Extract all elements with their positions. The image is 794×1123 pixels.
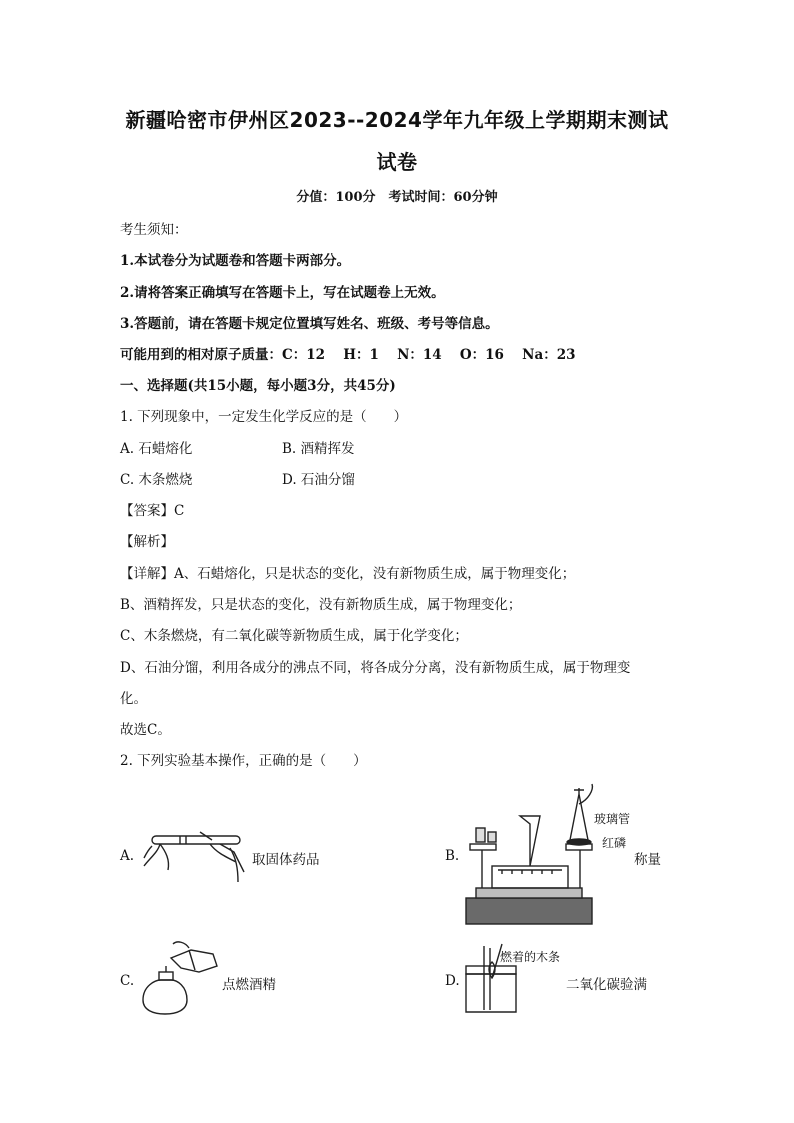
q1-detail-2: B、酒精挥发，只是状态的变化，没有新物质生成，属于物理变化； <box>120 597 522 613</box>
q2-option-b-label-tube: 玻璃管 <box>594 812 631 826</box>
q1-detail-1: 【详解】A、石蜡熔化，只是状态的变化，没有新物质生成，属于物理变化； <box>120 566 576 582</box>
notice-heading: 考生须知： <box>120 222 188 238</box>
notice-item-1: 1.本试卷分为试题卷和答题卡两部分。 <box>120 253 351 269</box>
notice-item-3: 3.答题前，请在答题卡规定位置填写姓名、班级、考号等信息。 <box>120 316 499 332</box>
q2-stem: 2. 下列实验基本操作，正确的是（ ） <box>120 753 367 769</box>
score-time-info: 分值：100分 考试时间：60分钟 <box>296 190 498 205</box>
notice-item-2: 2.请将答案正确填写在答题卡上，写在试题卷上无效。 <box>120 285 445 301</box>
q1-detail-4: D、石油分馏，利用各成分的沸点不同，将各成分分离，没有新物质生成，属于物理变 <box>120 660 631 676</box>
q2-option-d-letter: D. <box>445 973 460 989</box>
q2-option-b-letter: B. <box>445 848 460 864</box>
q1-detail-5: 化。 <box>120 691 147 707</box>
q2-option-b-caption: 称量 <box>634 852 661 868</box>
q2-option-a-letter: A. <box>120 848 135 864</box>
section-heading: 一、选择题(共15小题，每小题3分，共45分) <box>120 378 396 394</box>
q1-conclusion: 故选C。 <box>120 722 171 738</box>
q1-option-d: D. 石油分馏 <box>282 472 355 488</box>
q2-option-c-letter: C. <box>120 973 135 989</box>
q2-option-d-caption: 二氧化碳验满 <box>566 977 647 993</box>
q2-option-c-caption: 点燃酒精 <box>222 977 276 993</box>
q2-option-b-label-phosphorus: 红磷 <box>602 836 627 850</box>
q1-option-b: B. 酒精挥发 <box>282 441 355 457</box>
exam-title-line1: 新疆哈密市伊州区2023--2024学年九年级上学期期末测试 <box>125 108 669 132</box>
q1-analysis-label: 【解析】 <box>120 534 174 550</box>
q2-option-d-label: 燃着的木条 <box>500 950 561 964</box>
q2-option-a-caption: 取固体药品 <box>252 852 320 868</box>
take-solid-drug-illustration <box>140 822 250 884</box>
balance-scale-illustration <box>462 780 602 930</box>
atomic-mass-line: 可能用到的相对原子质量：C：12 H：1 N：14 O：16 Na：23 <box>120 347 576 363</box>
exam-title-line2: 试卷 <box>376 150 418 174</box>
q1-stem: 1. 下列现象中，一定发生化学反应的是（ ） <box>120 409 408 425</box>
q1-detail-3: C、木条燃烧，有二氧化碳等新物质生成，属于化学变化； <box>120 628 468 644</box>
q1-answer: 【答案】C <box>120 503 185 519</box>
q1-option-a: A. 石蜡熔化 <box>120 441 193 457</box>
lighting-alcohol-lamp-illustration <box>137 940 223 1020</box>
q1-option-c: C. 木条燃烧 <box>120 472 193 488</box>
